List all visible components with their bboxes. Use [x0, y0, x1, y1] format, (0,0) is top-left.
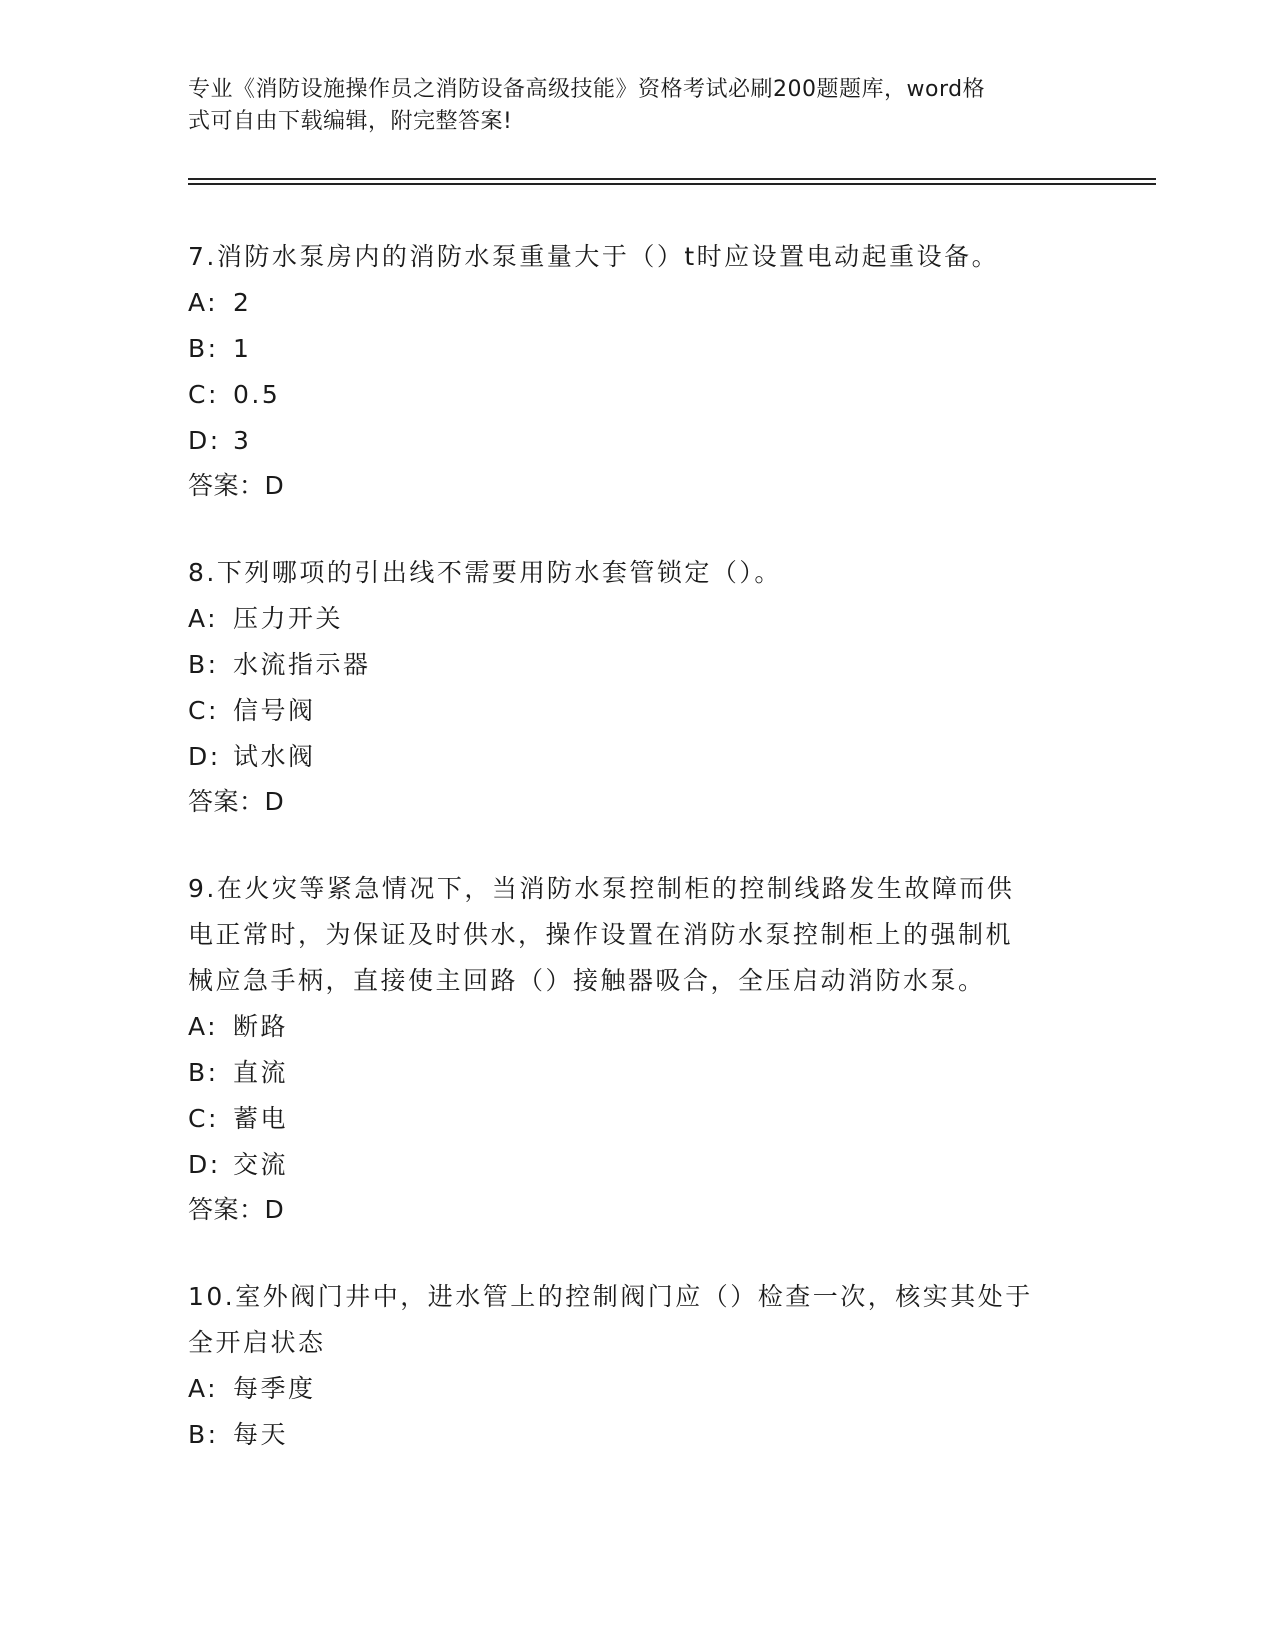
option-value: 直流	[233, 1058, 289, 1087]
option-key: B:	[188, 650, 219, 679]
answer-text: 答案：D	[188, 471, 285, 500]
question-7	[188, 234, 1088, 508]
option-value: 1	[233, 334, 252, 363]
option-a	[188, 596, 1088, 642]
option-value: 压力开关	[233, 604, 344, 633]
option-key: C:	[188, 1104, 219, 1133]
option-key: C:	[188, 380, 219, 409]
option-d	[188, 1142, 1088, 1188]
option-value: 0.5	[233, 380, 281, 409]
question-8	[188, 550, 1088, 824]
option-b	[188, 1412, 1088, 1458]
option-key: C:	[188, 696, 219, 725]
option-c	[188, 688, 1088, 734]
option-d	[188, 734, 1088, 780]
question-text-line-2: 电正常时，为保证及时供水，操作设置在消防水泵控制柜上的强制机	[188, 920, 1014, 949]
question-text-line-2: 全开启状态	[188, 1328, 326, 1357]
option-key: A:	[188, 604, 219, 633]
option-c	[188, 1096, 1088, 1142]
header-divider-top	[188, 178, 1156, 180]
option-a	[188, 1366, 1088, 1412]
answer-text: 答案：D	[188, 1195, 285, 1224]
question-text-line-1: 9.在火灾等紧急情况下，当消防水泵控制柜的控制线路发生故障而供	[188, 874, 1015, 903]
question-10	[188, 1274, 1088, 1458]
option-key: B:	[188, 1058, 219, 1087]
option-value: 2	[233, 288, 252, 317]
option-value: 水流指示器	[233, 650, 371, 679]
header-line-2: 式可自由下载编辑，附完整答案!	[188, 109, 513, 134]
header-line-1: 专业《消防设施操作员之消防设备高级技能》资格考试必刷200题题库，word格	[188, 77, 986, 102]
question-list	[188, 234, 1088, 1500]
option-value: 蓄电	[233, 1104, 289, 1133]
option-key: D:	[188, 742, 221, 771]
option-key: D:	[188, 426, 221, 455]
option-value: 断路	[233, 1012, 289, 1041]
option-value: 每季度	[233, 1374, 316, 1403]
answer-text: 答案：D	[188, 787, 285, 816]
option-value: 试水阀	[233, 742, 316, 771]
option-key: A:	[188, 1012, 219, 1041]
option-a	[188, 280, 1088, 326]
option-value: 每天	[233, 1420, 289, 1449]
question-text-line-1: 10.室外阀门井中，进水管上的控制阀门应（）检查一次，核实其处于	[188, 1282, 1033, 1311]
option-d	[188, 418, 1088, 464]
option-b	[188, 642, 1088, 688]
option-key: A:	[188, 1374, 219, 1403]
option-c	[188, 372, 1088, 418]
option-b	[188, 326, 1088, 372]
document-header	[188, 74, 1088, 138]
option-value: 信号阀	[233, 696, 316, 725]
option-key: A:	[188, 288, 219, 317]
question-text: 8.下列哪项的引出线不需要用防水套管锁定（）。	[188, 558, 782, 587]
option-a	[188, 1004, 1088, 1050]
question-text-line-3: 械应急手柄，直接使主回路（）接触器吸合，全压启动消防水泵。	[188, 966, 986, 995]
option-b	[188, 1050, 1088, 1096]
header-divider-bottom	[188, 183, 1156, 185]
question-text: 7.消防水泵房内的消防水泵重量大于（）t时应设置电动起重设备。	[188, 242, 1000, 271]
option-key: B:	[188, 334, 219, 363]
option-value: 3	[233, 426, 252, 455]
question-9	[188, 866, 1088, 1232]
option-value: 交流	[233, 1150, 289, 1179]
option-key: B:	[188, 1420, 219, 1449]
option-key: D:	[188, 1150, 221, 1179]
